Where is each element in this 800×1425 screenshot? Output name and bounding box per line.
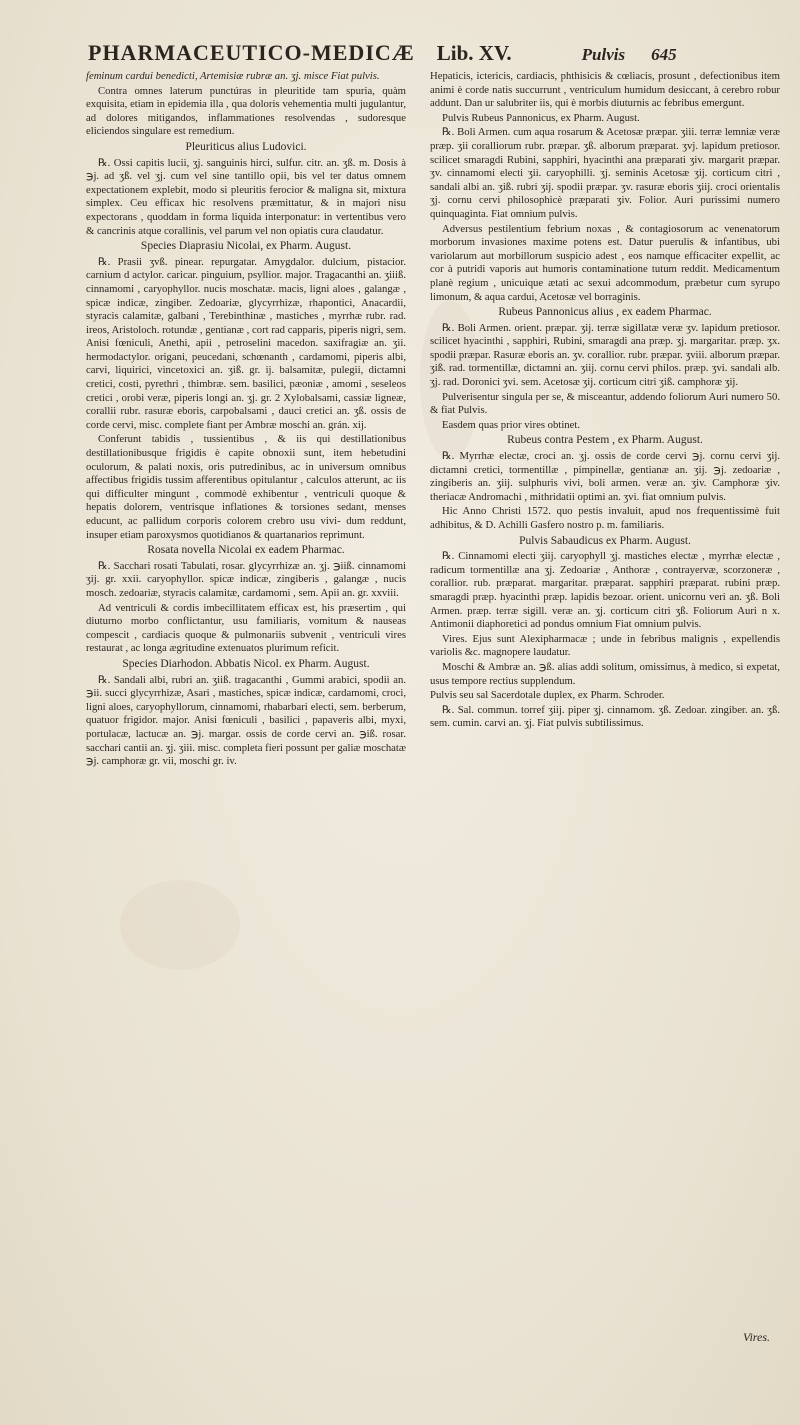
catchword: Vires. <box>743 1330 770 1344</box>
paragraph: ℞. Sacchari rosati Tabulati, rosar. glycyrrhizæ an. ʒj. ℈iiß. cinnamomi ʒij. gr. xxii. caryophyllor. spicæ indicæ, zingiberis , galangæ , nucis mosch. zedoariæ, styracis calamitæ, cardamomi , sem. Apii an. gr. xxviii. <box>86 559 406 599</box>
book-number: Lib. XV. <box>436 41 512 65</box>
paragraph: Moschi & Ambræ an. ℈ß. alias addi solitum, omissimus, à medico, si expetat, usus tempore rectius supplendum. <box>430 660 780 687</box>
paragraph: ℞. Myrrhæ electæ, croci an. ʒj. ossis de corde cervi ℈j. cornu cervi ʒij. dictamni cretici, tormentillæ , pimpinellæ, gentianæ an. ʒij. ℈j. zedoariæ , zingiberis an. ʒiij. sulphuris vivi, boli armen. veræ an. ʒiv. Camphoræ ʒiv. theriacæ Andromachi , mithridatii optimi an. ʒvi. fiat omnium pulvis. <box>430 450 780 503</box>
section-heading: Rubeus contra Pestem , ex Pharm. August. <box>507 434 703 447</box>
page-header <box>88 40 788 68</box>
paper-stain <box>120 880 240 970</box>
section-heading: Pulvis Sabaudicus ex Pharm. August. <box>519 534 691 547</box>
paragraph: ℞. Cinnamomi electi ʒiij. caryophyll ʒj. mastiches electæ , myrrhæ electæ , radicum tormentillæ ana ʒj. Zedoariæ , Anthoræ , contrayervæ, scorzoneræ , corallior. rub. præparat. margaritar. præparat. sapphiri præparat. rubini præp. smaragdi præp. hyacinthi præp. lapidis bezoar. orient. unicornu veri an. ʒß. Boli Armen. præp. terræ sigill. veræ an. ʒj. corticum citri ʒß. Foliorum Auri n x. Antimonii diaphoretici ad pondus omnium Fiat omnium pulvis. <box>430 550 780 631</box>
left-column <box>86 70 406 770</box>
paragraph: ℞. Sandali albi, rubri an. ʒiiß. tragacanthi , Gummi arabici, spodii an. ℈ii. succi glycyrrhizæ, Asari , mastiches, spicæ indicæ, cardamomi, croci, ligni aloes, caryophyllorum, cinnamomi, rhabarbari electi, sem. berberum, quatuor frigidor. major. Anisi fœniculi , basilici , papaveris albi, myxi, portulacæ, lactucæ an. ℈j. margar. ossis de corde cervi an. ℈iß. rosar. sacchari cantii an. ʒj. ʒiii. misc. completa fieri possunt per galiæ moschatæ ℈j. camphoræ gr. vii, moschi gr. iv. <box>86 673 406 768</box>
section-heading: Species Diaprasiu Nicolai, ex Pharm. August. <box>140 240 352 253</box>
page-number: 645 <box>651 45 677 64</box>
section-heading: Rubeus Pannonicus alius , ex eadem Pharmac. <box>498 306 712 319</box>
paragraph: ℞. Prasii ʒvß. pinear. repurgatar. Amygdalor. dulcium, pistacior. carnium d actylor. caricar. pinguium, psyllior. major. Tragacanthi an. ʒiiiß. cinnamomi , caryophyllor. nucis moschatæ. macis, ligni aloes , galangæ , spicæ indicæ, zingiber. Zedoariæ, glycyrrhizæ, rhapontici, Anacardii, styracis calamitæ, galbani , Terebinthinæ , mastiches , myrrhæ rubr. rad. ireos, Aristoloch. rotundæ , gentianæ , cort rad capparis, piperis nigri, sem. Anisi fœniculi, Anethi, apii , petroselini macedon. saxifragiæ an. ʒii. hermodactylor. origani, peucedani, schœnanth , cardamomi, piperis albi, carvi, liquirici, vincetoxici an. ʒiß. gr. ij. balsamitæ, pulegii, dictamni cretici, costi, pyrethri , thimbræ. sem. basilici, pæoniæ , amomi , seseleos cretici , orobi veræ, piperis longi an. ʒj. gr. 2 Xylobalsami, cassiæ ligneæ, corallii rubr. rasuræ eboris, carpobalsami , dauci cretici an. ʒß. ossis de corde cervi, misc. complete fiant per Ambræ moschi an. grán. xij. <box>86 255 406 431</box>
paragraph: Hepaticis, ictericis, cardiacis, phthisicis & cœliacis, prosunt , defectionibus item animi è corde natis succurrunt , ventriculum humidum desiccant, à cerebro robur addunt. Dan ur salubriter iis, qui è morbis diuturnis ac febribus emergunt. <box>430 70 780 110</box>
paragraph: Pulvis seu sal Sacerdotale duplex, ex Pharm. Schroder. <box>430 689 665 702</box>
section-heading: Pleuriticus alius Ludovici. <box>185 140 307 153</box>
paragraph: Contra omnes laterum punctúras in pleuritide tam spuria, quàm exquisita, etiam in epidemia illa , qua doloris vehementia multi jugulantur, ad dolores mitigandos, inflammationes resolvendas , sudoresque eliciendos singulare est remedium. <box>86 84 406 138</box>
section-heading: Rosata novella Nicolai ex eadem Pharmac. <box>147 544 345 557</box>
paragraph: ℞. Boli Armen. orient. præpar. ʒij. terræ sigillatæ veræ ʒv. lapidum pretiosor. scilicet hyacinthi , sapphiri, Rubini, smaragdi ana præp. ʒj. margaritar. præp. ʒx. spodii præpar. Rasuræ eboris an. ʒv. corallior. rubr. præpar. ʒviii. alborum præpar. ʒiß. rad. tormentillæ, dictamni an. ʒiij. cornu cervi philos. præp. ʒvi. sandali alb. ʒj. rad. Doronici ʒvi. sem. Acetosæ ʒij. corticum citri ʒiß. camphoræ ʒij. <box>430 321 780 389</box>
running-title: PHARMACEUTICO-MEDICÆ <box>88 40 415 65</box>
paragraph: ℞. Ossi capitis lucii, ʒj. sanguinis hirci, sulfur. citr. an. ʒß. m. Dosis à ℈j. ad ʒß. vel ʒj. cum vel sine tantillo opii, bis vel ter datus omnem expectationem explebit, modo si pleuritis ferocior & maligna sit, mixtura simplex. Ceu efficax hic resolvens præmittatur, & in majori nisu expectorans , quoddam in forma liquida interponatur: in vertentibus vero & cancrinis atque corallinis, vel parum vel non opiatis cura claudatur. <box>86 156 406 237</box>
paragraph: Hic Anno Christi 1572. quo pestis invaluit, apud nos frequentissimè fuit adhibitus, & D. Achilli Gasfero nostro p. m. familiaris. <box>430 505 780 531</box>
paragraph: Vires. Ejus sunt Alexipharmacæ ; unde in febribus malignis , expellendis variolis &c. magnopere laudatur. <box>430 632 780 659</box>
section-title: Pulvis <box>581 45 626 64</box>
paragraph: Easdem quas prior vires obtinet. <box>442 418 581 431</box>
paragraph: ℞. Boli Armen. cum aqua rosarum & Acetosæ præpar. ʒiii. terræ lemniæ veræ præp. ʒii coralliorum rubr. præpar. ʒß. alborum præparat. ʒvj. lapidum pretiosor. scilicet smaragdi Rubini, sapphiri, hyacinthi ana præparati ʒiv. margarit præpar. ʒv. cinnamomi electi ʒii. caryophilli. ʒj. seminis Acetosæ ʒij. corticum citri , sandali albi an. ʒiß. rubri ʒij. spodii præpar. ʒv. rasuræ eboris ʒiij. croci orientalis ʒj. cornu cervi philosophicè præparati ʒiv. Folior. Auri purissimi numero quinquaginta. Fiat omnium pulvis. <box>430 126 780 220</box>
paragraph: Ad ventriculi & cordis imbecillitatem efficax est, his præsertim , qui diuturno morbo conflictantur, usu familiaris, vomitum & nauseas compescit , cardiacis quoque & pulmonariis subvenit , ventriculi vires restaurat , ac longa ægritudine extenuatos plurimum reficit. <box>86 601 406 655</box>
paragraph: feminum cardui benedicti, Artemisiæ rubræ an. ʒj. misce Fiat pulvis. <box>86 70 380 82</box>
right-column <box>430 70 780 732</box>
section-heading: Species Diarhodon. Abbatis Nicol. ex Pharm. August. <box>122 657 370 670</box>
paragraph: ℞. Sal. commun. torref ʒiij. piper ʒj. cinnamom. ʒß. Zedoar. zingiber. an. ʒß. sem. cumin. carvi an. ʒj. Fiat pulvis subtilissimus. <box>430 703 780 730</box>
paragraph: Conferunt tabidis , tussientibus , & iis qui destillationibus destillationibusque frigidis è capite obnoxii sunt, item hebetudini oculorum, & palati noxis, oris putredinibus, ac in universum omnibus affectibus frigidis tussim afferentibus opitulantur , calculos atterunt, ac iis qui difficulter mingunt , commodè exhibentur , ventriculi quoque & hepatis dolorem, ventrisque inflationes & torsiones sedant, menses educunt, ac pallidum corporis colorem crebro usu vivi- dum reddunt, insuper etiam paroxysmos quotidianos & quartanarios reprimunt. <box>86 433 406 541</box>
paragraph: Pulvis Rubeus Pannonicus, ex Pharm. August. <box>442 111 640 124</box>
paragraph: Pulverisentur singula per se, & misceantur, addendo foliorum Auri numero 50. & fiat Pulvis. <box>430 390 780 417</box>
paragraph: Adversus pestilentium febrium noxas , & contagiosorum ac venenatorum morborum invasiones maxime potens est. Datur puerulis & infantibus, ubi variolarum aut morbillorum suspicio adest , eos namque efficaciter expellit, ac cor à putridi vaporis aut humoris contaminatione tutum reddit. Medicamentum planè regium , unicuique ætati ac sexui adcommodum, præbetur cum syrupo limonum, & aqua cardui, Acetosæ vel borraginis. <box>430 222 780 303</box>
